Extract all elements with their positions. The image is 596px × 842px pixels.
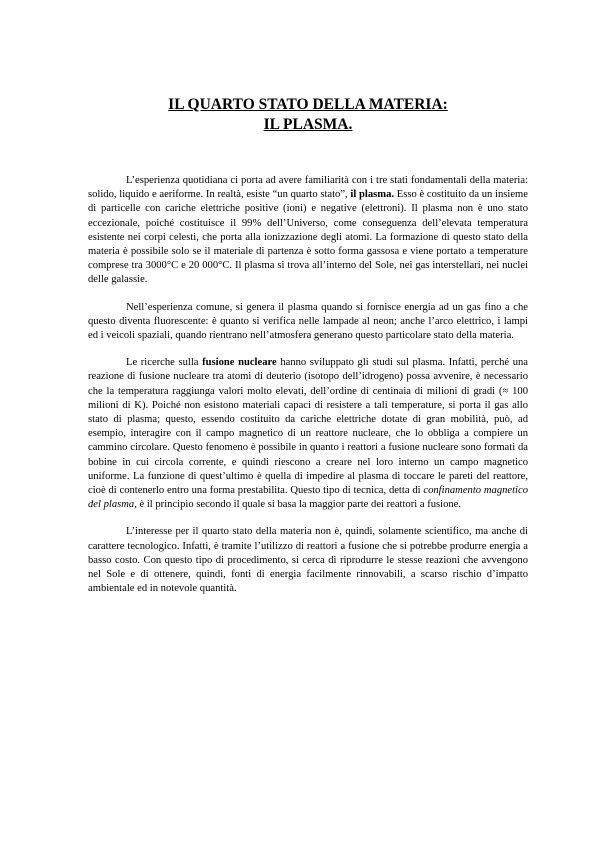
paragraph-2-text: Nell’esperienza comune, si genera il plasma quando si fornisce energia ad un gas fino a che questo diventa fluorescente: è quanto si verifica nelle lampade al neon; anche l’arco elettrico, i lampi ed i veicoli spaziali, quando rientrano nell’atmosfera generano questo particolare stato della materia. — [88, 301, 528, 342]
paragraph-3-italic: confinamento magnetico del plasma — [88, 485, 528, 511]
paragraph-1-bold: il plasma. — [350, 189, 395, 201]
title-line-1: IL QUARTO STATO DELLA MATERIA: — [168, 96, 448, 113]
paragraph-2 — [88, 301, 528, 344]
paragraph-3-bold: fusione nucleare — [202, 357, 277, 369]
paragraph-4-text: L’interesse per il quarto stato della materia non è, quindi, solamente scientifico, ma anche di carattere tecnologico. Infatti, è tramite l’utilizzo di reattori a fusione che si potrebbe produrre energia a basso costo. Con questo tipo di procedimento, si cerca di riprodurre le stesse reazioni che avvengono nel Sole e di ottenere, quindi, fonti di energia facilmente rinnovabili, a scarso rischio d’impatto ambientale ed in notevole quantità. — [88, 526, 528, 595]
paragraph-3-text-b: hanno sviluppato gli studi sul plasma. Infatti, perché una reazione di fusione nucleare tra atomi di deuterio (isotopo dell’idrogeno) possa avvenire, è necessario che la temperatura raggiunga valori molto elevati, dell’ordine di centinaia di milioni di gradi (≈ 100 milioni di K). Poiché non esistono materiali capaci di resistere a tali temperature, si porta il gas allo stato di plasma; questo, essendo costituito da cariche elettriche dotate di gran mobilità, può, ad esempio, interagire con il campo magnetico di un reattore nucleare, che lo obbliga a compiere un cammino circolare. Questo fenomeno è possibile in quanto i reattori a fusione nucleare sono formati da bobine in cui circola corrente, e quindi riescono a creare nel loro interno un campo magnetico uniforme. La funzione di quest’ultimo è quella di impedire al plasma di toccare le pareti del reattore, cioè di contenerlo entro una forma prestabilita. Questo tipo di tecnica, detta di — [88, 357, 529, 497]
paragraph-3-text-c: , è il principio secondo il quale si basa la maggior parte dei reattori a fusione. — [134, 499, 462, 511]
paragraph-3-text-a: Le ricerche sulla — [126, 357, 203, 369]
paragraph-1-text-a: L’esperienza quotidiana ci porta ad avere familiarità con i tre stati fondamentali della materia: solido, liquido e aeriforme. In realtà, esiste “un quarto stato”, — [88, 175, 528, 201]
page-title — [88, 95, 528, 135]
document-body — [88, 174, 528, 609]
paragraph-1-text-b: Esso è costituito da un insieme di particelle con cariche elettriche positive (ioni) e negative (elettroni). Il plasma non è uno stato eccezionale, poiché costituisce il 99% dell’Universo, come conseguenza dell’elevata temperatura esistente nei corpi celesti, che porta alla ionizzazione degli atomi. La formazione di questo stato della materia è possibile solo se il materiale di partenza è sotto forma gassosa e viene portato a temperature comprese tra 3000°C e 20 000°C. Il plasma si trova all’interno del Sole, nei gas interstellari, nei nuclei delle galassie. — [88, 189, 528, 286]
paragraph-3 — [88, 356, 528, 512]
paragraph-1 — [88, 174, 528, 288]
paragraph-4 — [88, 525, 528, 596]
title-line-2: IL PLASMA. — [263, 116, 353, 133]
